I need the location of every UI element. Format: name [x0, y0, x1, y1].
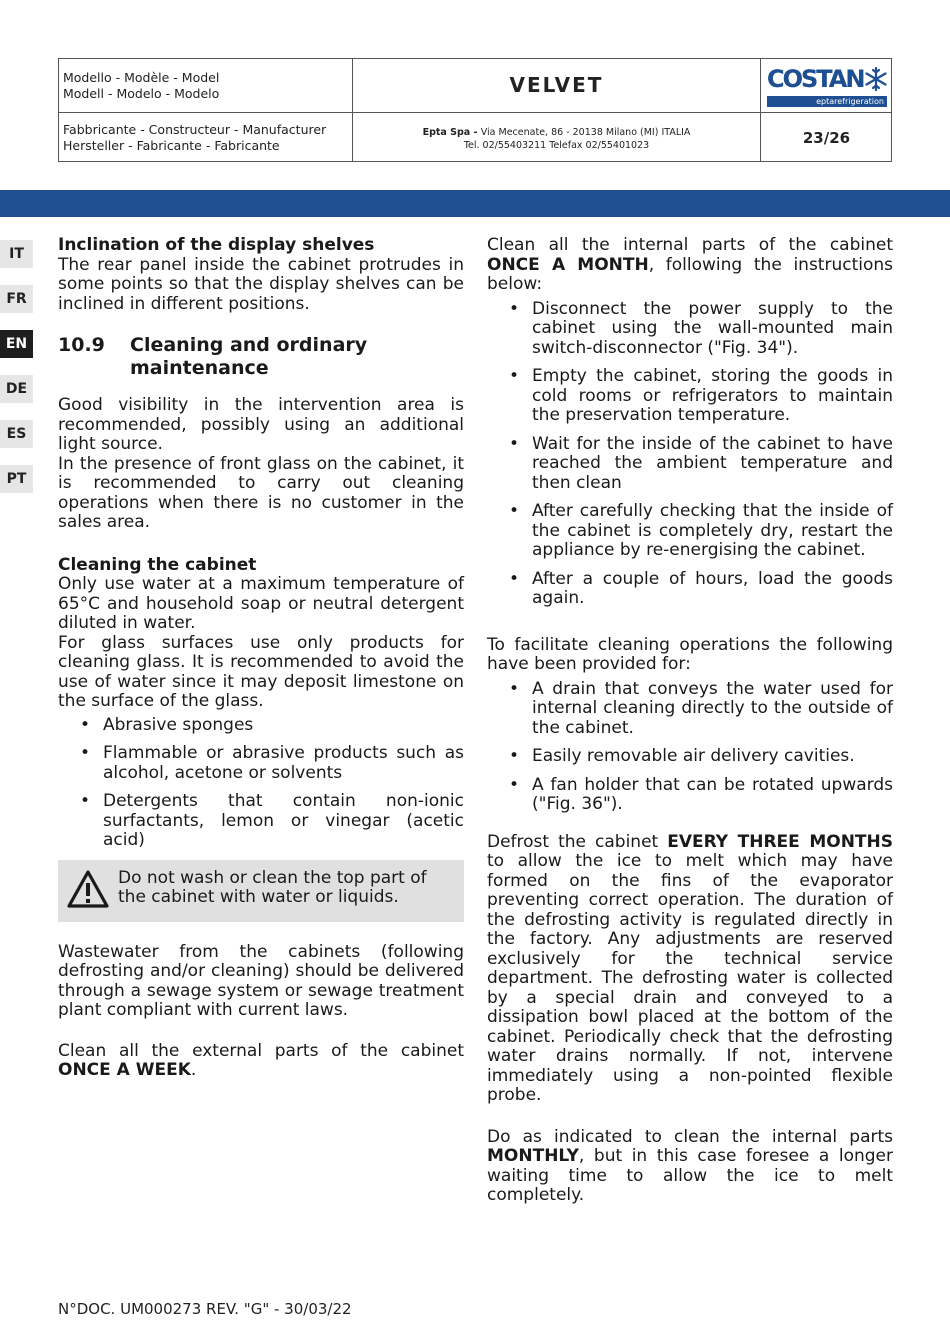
list-item: • Disconnect the power supply to the cabinet using the wall-mounted main switch-disconnector ("Fig. 34").: [487, 300, 893, 359]
warning-text: Do not wash or clean the top part of the cabinet with water or liquids.: [118, 867, 427, 907]
internal-emphasis: MONTHLY: [487, 1146, 579, 1166]
defrost-text: to allow the ice to melt which may have formed on the fins of the evaporator preventing correct operation. The duration of the defrosting activity is regulated directly in the factory. Any adjustments are reserved exclusively for the technical service department. The defrosting water is collected by a special drain and conveyed to a dissipation bowl placed at the bottom of the cabinet. Periodically check that the defrosting water drains normally. If not, intervene immediately using a non-pointed flexible probe.: [487, 851, 893, 1105]
lang-tab-fr[interactable]: FR: [0, 285, 33, 313]
right-column: [487, 236, 893, 1206]
model-label-line1: Modello - Modèle - Model: [63, 70, 220, 85]
list-item: • A fan holder that can be rotated upwards ("Fig. 36").: [487, 776, 893, 815]
left-column: [58, 236, 464, 1081]
manufacturer-label-line2: Hersteller - Fabricante - Fabricante: [63, 138, 280, 153]
manufacturer-address: Via Mecenate, 86 - 20138 Milano (MI) ITALIA: [480, 127, 691, 138]
list-item: • Abrasive sponges: [58, 716, 464, 736]
model-label: [59, 70, 352, 102]
list-item: • A drain that conveys the water used for internal cleaning directly to the outside of the cabinet.: [487, 680, 893, 739]
lang-tab-it[interactable]: IT: [0, 240, 33, 268]
manufacturer-contact: Tel. 02/55403211 Telefax 02/55401023: [463, 140, 650, 151]
monthly-emphasis: ONCE A MONTH: [487, 254, 649, 275]
brand-logo: [761, 59, 892, 112]
manufacturer-label-line1: Fabbricante - Constructeur - Manufacturer: [63, 122, 327, 137]
cleaning-cabinet-heading: Cleaning the cabinet: [58, 554, 257, 575]
weekly-end: .: [190, 1060, 197, 1080]
list-item: • Empty the cabinet, storing the goods in cold rooms or refrigerators to maintain the preservation temperature.: [487, 367, 893, 426]
visibility-paragraph: Good visibility in the intervention area is recommended, possibly using an additional light source.: [58, 395, 464, 454]
document-header: [58, 58, 892, 162]
weekly-text: Clean all the external parts of the cabinet: [58, 1040, 464, 1061]
warning-icon: [66, 869, 110, 909]
weekly-emphasis: ONCE A WEEK: [58, 1060, 191, 1080]
header-band: [0, 190, 950, 217]
manufacturer-label: [59, 122, 352, 154]
list-item: • Easily removable air delivery cavities.: [487, 747, 893, 767]
list-item: • After a couple of hours, load the goods again.: [487, 570, 893, 609]
weekly-cleaning-paragraph: [58, 1042, 464, 1081]
lang-tab-pt[interactable]: PT: [0, 465, 33, 493]
defrost-emphasis: EVERY THREE MONTHS: [667, 831, 893, 852]
section-title: [130, 334, 367, 380]
snowflake-icon: [864, 67, 888, 91]
facilitate-paragraph: To facilitate cleaning operations the following have been provided for:: [487, 634, 893, 674]
water-paragraph: Only use water at a maximum temperature of 65°C and household soap or neutral detergent diluted in water.: [58, 574, 464, 633]
section-title-line1: Cleaning and ordinary: [130, 334, 368, 356]
list-item: • Detergents that contain non-ionic surfactants, lemon or vinegar (acetic acid): [58, 792, 464, 851]
lang-tab-de[interactable]: DE: [0, 375, 33, 403]
avoid-list: [58, 716, 464, 851]
list-item: • After carefully checking that the inside of the cabinet is completely dry, restart the appliance by re-energising the cabinet.: [487, 502, 893, 561]
wastewater-paragraph: Wastewater from the cabinets (following defrosting and/or cleaning) should be delivered through a sewage system or sewage treatment plant compliant with current laws.: [58, 941, 464, 1020]
section-title-line2: maintenance: [130, 357, 269, 379]
front-glass-paragraph: In the presence of front glass on the cabinet, it is recommended to carry out cleaning operations when there is no customer in the sales area.: [58, 453, 464, 532]
internal-intro: Do as indicated to clean the internal parts: [487, 1126, 893, 1147]
section-number: 10.9: [58, 334, 105, 356]
shelves-heading: Inclination of the display shelves: [58, 235, 375, 255]
lang-tab-en[interactable]: EN: [0, 330, 33, 358]
logo-wordmark: COSTAN: [767, 65, 864, 93]
monthly-intro-paragraph: [487, 236, 893, 295]
model-label-line2: Modell - Modelo - Modelo: [63, 86, 220, 101]
monthly-end: , following the instructions below:: [487, 254, 893, 294]
glass-surfaces-paragraph: For glass surfaces use only products for cleaning glass. It is recommended to avoid the use of water since it may deposit limestone on the surface of the glass.: [58, 632, 464, 711]
section-heading: [58, 334, 464, 380]
model-name: VELVET: [509, 73, 604, 97]
document-reference: N°DOC. UM000273 REV. "G" - 30/03/22: [58, 1300, 352, 1318]
defrost-paragraph: [487, 833, 893, 1106]
internal-monthly-paragraph: [487, 1128, 893, 1206]
monthly-intro: Clean all the internal parts of the cabinet: [487, 235, 893, 255]
warning-box: [58, 860, 464, 922]
list-item: • Flammable or abrasive products such as alcohol, acetone or solvents: [58, 744, 464, 783]
page-number: 23/26: [802, 129, 851, 147]
shelves-paragraph: The rear panel inside the cabinet protrudes in some points so that the display shelves can be inclined in different positions.: [58, 254, 464, 314]
list-item: • Wait for the inside of the cabinet to have reached the ambient temperature and then clean: [487, 435, 893, 494]
defrost-intro: Defrost the cabinet: [487, 831, 668, 852]
manufacturer-info: [353, 126, 760, 152]
logo-tagline: eptarefrigeration: [767, 96, 887, 107]
facilitate-list: [487, 680, 893, 815]
lang-tab-es[interactable]: ES: [0, 420, 33, 448]
monthly-steps-list: [487, 300, 893, 609]
manufacturer-company: Epta Spa -: [422, 127, 481, 138]
internal-text: , but in this case foresee a longer waiting time to allow the ice to melt completely.: [487, 1146, 893, 1205]
